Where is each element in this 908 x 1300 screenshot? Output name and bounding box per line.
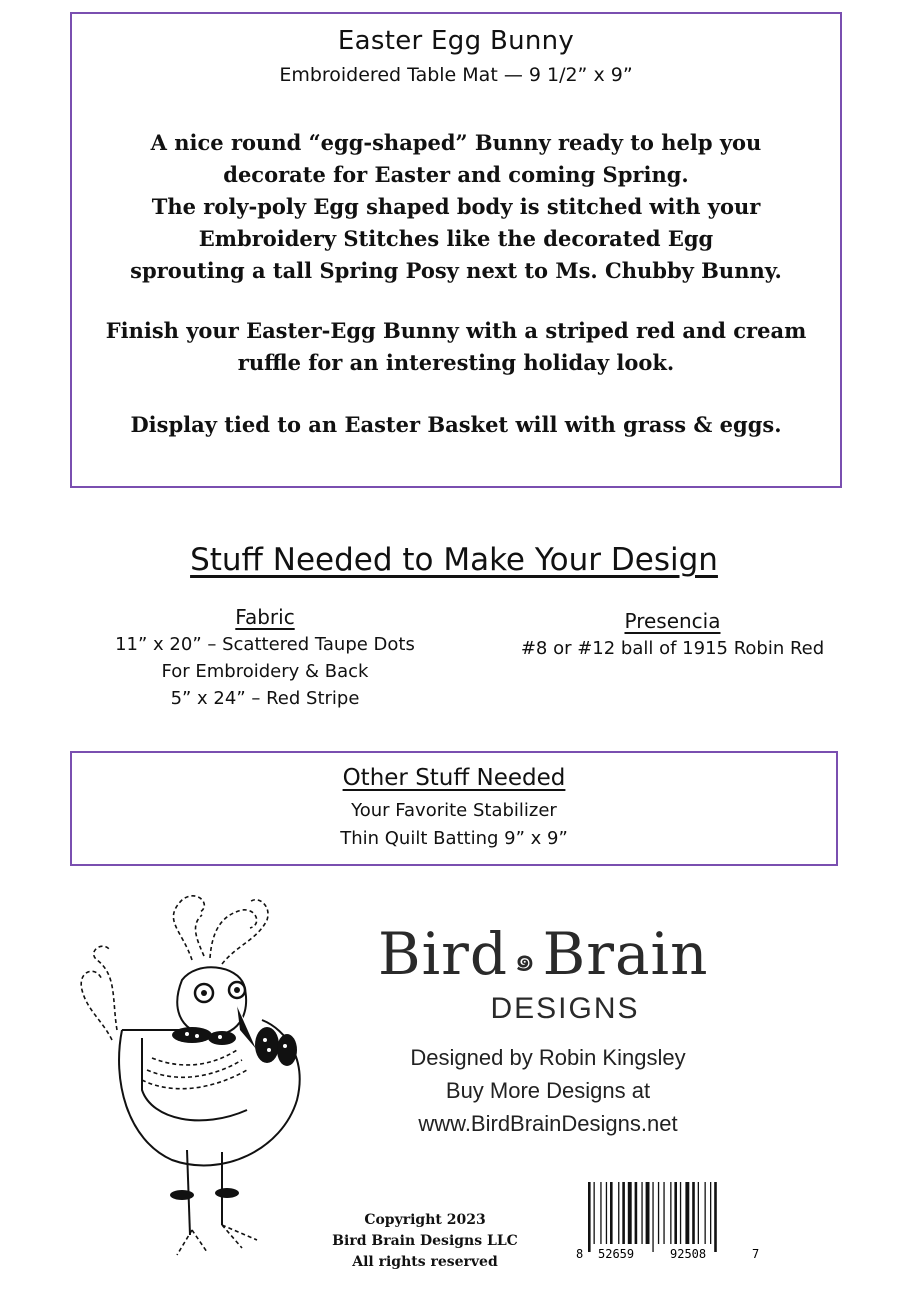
barcode-bar <box>685 1182 689 1244</box>
credit-line: Designed by Robin Kingsley <box>410 1045 686 1070</box>
fabric-title: Fabric <box>235 605 295 629</box>
description-paragraph-1 <box>72 127 840 287</box>
barcode-bar <box>698 1182 699 1244</box>
credit-line: Buy More Designs at <box>445 1078 651 1103</box>
barcode-bar <box>622 1182 625 1244</box>
barcode-bar <box>674 1182 677 1244</box>
barcode-bar <box>646 1182 650 1244</box>
fabric-item: 5” x 24” – Red Stripe <box>170 688 360 709</box>
brand-name-left: Bird <box>378 920 509 988</box>
copyright-block <box>320 1210 530 1273</box>
barcode-bar <box>670 1182 671 1244</box>
description-line: decorate for Easter and coming Spring. <box>223 162 689 187</box>
barcode-icon <box>570 1182 765 1262</box>
fabric-section <box>80 604 450 712</box>
barcode-bar <box>628 1182 632 1244</box>
description-line: The roly-poly Egg shaped body is stitched with your <box>151 194 761 219</box>
description-line: A nice round “egg-shaped” Bunny ready to help you <box>150 130 762 155</box>
website-link[interactable]: www.BirdBrainDesigns.net <box>418 1111 678 1136</box>
barcode-digit: 52659 <box>598 1247 635 1261</box>
barcode-bar <box>705 1182 706 1244</box>
brand-sub: DESIGNS <box>490 992 640 1025</box>
credits <box>380 1041 716 1140</box>
description-paragraph-3 <box>72 409 840 441</box>
fabric-item: 11” x 20” – Scattered Taupe Dots <box>115 634 415 655</box>
other-stuff-box <box>70 751 838 866</box>
brand-name-right: Brain <box>542 920 709 988</box>
pattern-subtitle: Embroidered Table Mat — 9 1/2” x 9” <box>279 64 633 86</box>
barcode-bar <box>618 1182 619 1244</box>
barcode-bar <box>680 1182 681 1244</box>
barcode-bar <box>692 1182 695 1244</box>
presencia-title: Presencia <box>624 609 721 633</box>
other-stuff-title: Other Stuff Needed <box>342 765 566 791</box>
barcode-digit: 8 <box>576 1247 584 1261</box>
copyright-line: Copyright 2023 <box>364 1212 486 1228</box>
swirl-icon: ๑ <box>514 939 537 980</box>
barcode-bar <box>635 1182 638 1244</box>
barcode-bar <box>594 1182 595 1244</box>
copyright-line: All rights reserved <box>352 1254 498 1270</box>
supplies-heading: Stuff Needed to Make Your Design <box>190 542 718 578</box>
description-box <box>70 12 842 488</box>
copyright-line: Bird Brain Designs LLC <box>332 1233 518 1249</box>
bird-illustration-icon <box>72 880 322 1280</box>
presencia-item: #8 or #12 ball of 1915 Robin Red <box>520 638 825 659</box>
pattern-title: Easter Egg Bunny <box>337 26 575 56</box>
barcode-bar <box>588 1182 591 1252</box>
barcode-bar <box>606 1182 607 1244</box>
description-paragraph-2 <box>72 315 840 379</box>
presencia-section <box>490 608 855 662</box>
description-line: Display tied to an Easter Basket will with grass & eggs. <box>130 412 782 437</box>
description-line: ruffle for an interesting holiday look. <box>237 350 675 375</box>
other-stuff-item: Your Favorite Stabilizer <box>351 800 557 821</box>
other-stuff-list <box>72 797 836 853</box>
barcode-bar <box>610 1182 613 1244</box>
barcode-digit: 92508 <box>670 1247 707 1261</box>
description-line: sprouting a tall Spring Posy next to Ms. Chubby Bunny. <box>130 258 782 283</box>
description-line: Finish your Easter-Egg Bunny with a striped red and cream <box>105 318 807 343</box>
barcode-bar <box>652 1182 653 1252</box>
description-line: Embroidery Stitches like the decorated Egg <box>198 226 714 251</box>
barcode-bar <box>600 1182 601 1244</box>
fabric-item: For Embroidery & Back <box>161 661 369 682</box>
barcode-digit: 7 <box>752 1247 760 1261</box>
other-stuff-item: Thin Quilt Batting 9” x 9” <box>340 828 568 849</box>
barcode-bar <box>714 1182 717 1252</box>
brand-logo <box>378 920 738 988</box>
barcode-bar <box>641 1182 642 1244</box>
barcode-bar <box>710 1182 711 1244</box>
barcode-bar <box>658 1182 659 1244</box>
barcode-bar <box>663 1182 664 1244</box>
